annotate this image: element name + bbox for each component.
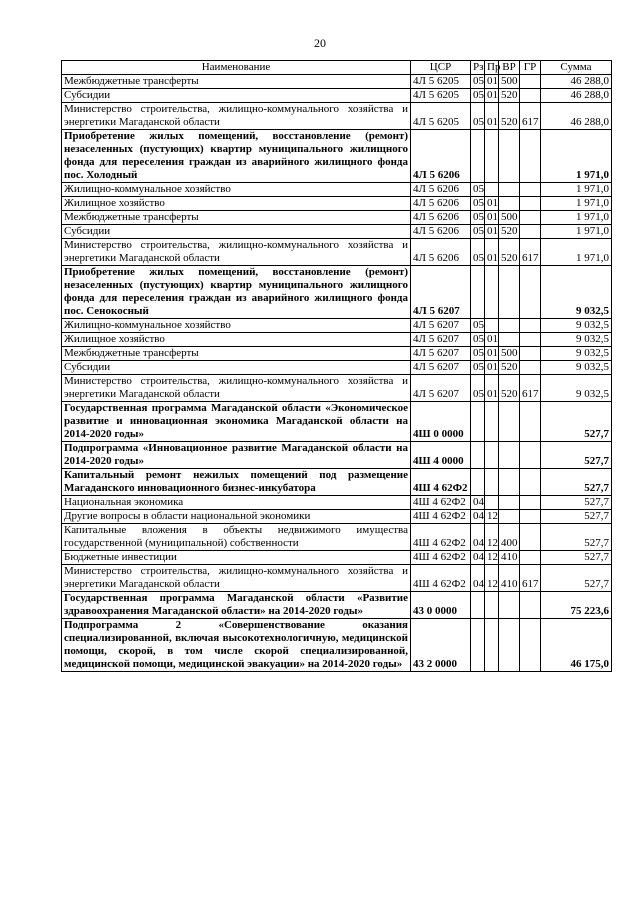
cell-pr: 01 — [485, 103, 499, 130]
cell-rz: 05 — [471, 239, 485, 266]
cell-sum: 9 032,5 — [541, 319, 612, 333]
cell-name: Субсидии — [62, 89, 411, 103]
cell-name: Министерство строительства, жилищно-коммунального хозяйства и энергетики Магаданской области — [62, 103, 411, 130]
table-row — [62, 211, 612, 225]
cell-csr: 4Ш 4 62Ф2 — [411, 551, 471, 565]
cell-gr — [520, 197, 541, 211]
column-header-gr: ГР — [520, 61, 541, 75]
cell-vr — [499, 183, 520, 197]
cell-rz: 04 — [471, 510, 485, 524]
column-header-csr: ЦСР — [411, 61, 471, 75]
cell-vr — [499, 266, 520, 319]
cell-gr: 617 — [520, 239, 541, 266]
cell-name: Субсидии — [62, 361, 411, 375]
cell-gr: 617 — [520, 375, 541, 402]
cell-csr: 4Л 5 6207 — [411, 319, 471, 333]
table-row — [62, 266, 612, 319]
cell-gr: 617 — [520, 565, 541, 592]
table-row — [62, 183, 612, 197]
cell-sum: 1 971,0 — [541, 239, 612, 266]
cell-csr: 4Л 5 6207 — [411, 375, 471, 402]
cell-pr: 01 — [485, 333, 499, 347]
cell-pr: 12 — [485, 524, 499, 551]
cell-pr — [485, 402, 499, 442]
cell-name: Национальная экономика — [62, 496, 411, 510]
cell-csr: 4Л 5 6207 — [411, 361, 471, 375]
cell-pr: 01 — [485, 239, 499, 266]
cell-csr: 4Л 5 6207 — [411, 266, 471, 319]
cell-vr — [499, 130, 520, 183]
cell-csr: 4Л 5 6205 — [411, 89, 471, 103]
table-row — [62, 197, 612, 211]
cell-sum: 1 971,0 — [541, 183, 612, 197]
cell-gr — [520, 319, 541, 333]
cell-name: Министерство строительства, жилищно-коммунального хозяйства и энергетики Магаданской области — [62, 239, 411, 266]
cell-name: Капитальный ремонт нежилых помещений под размещение Магаданского инновационного бизнес-инкубатора — [62, 469, 411, 496]
cell-vr — [499, 510, 520, 524]
cell-vr: 520 — [499, 361, 520, 375]
cell-pr — [485, 183, 499, 197]
cell-csr: 4Л 5 6206 — [411, 183, 471, 197]
cell-sum: 46 288,0 — [541, 75, 612, 89]
cell-csr: 4Л 5 6206 — [411, 225, 471, 239]
cell-csr: 4Л 5 6206 — [411, 239, 471, 266]
table-row — [62, 130, 612, 183]
cell-rz: 05 — [471, 319, 485, 333]
cell-vr: 500 — [499, 347, 520, 361]
cell-vr: 520 — [499, 89, 520, 103]
page-number: 20 — [314, 36, 326, 50]
cell-vr: 410 — [499, 551, 520, 565]
table-row — [62, 239, 612, 266]
cell-gr — [520, 347, 541, 361]
cell-csr: 4Л 5 6206 — [411, 211, 471, 225]
cell-sum: 46 175,0 — [541, 619, 612, 672]
cell-vr — [499, 496, 520, 510]
cell-csr: 4Ш 0 0000 — [411, 402, 471, 442]
cell-rz: 04 — [471, 496, 485, 510]
cell-sum: 9 032,5 — [541, 266, 612, 319]
table-row — [62, 551, 612, 565]
cell-rz — [471, 442, 485, 469]
cell-rz — [471, 592, 485, 619]
cell-gr — [520, 469, 541, 496]
cell-csr: 4Ш 4 62Ф2 — [411, 469, 471, 496]
cell-gr — [520, 130, 541, 183]
cell-pr: 01 — [485, 361, 499, 375]
cell-name: Бюджетные инвестиции — [62, 551, 411, 565]
cell-sum: 75 223,6 — [541, 592, 612, 619]
table-body — [62, 75, 612, 672]
cell-name: Субсидии — [62, 225, 411, 239]
cell-gr — [520, 75, 541, 89]
cell-vr: 410 — [499, 565, 520, 592]
cell-rz — [471, 469, 485, 496]
cell-vr — [499, 469, 520, 496]
cell-sum: 1 971,0 — [541, 225, 612, 239]
cell-rz: 05 — [471, 361, 485, 375]
cell-gr — [520, 333, 541, 347]
cell-rz: 05 — [471, 183, 485, 197]
cell-sum: 527,7 — [541, 402, 612, 442]
cell-pr: 12 — [485, 551, 499, 565]
cell-rz: 05 — [471, 103, 485, 130]
table-header-row — [62, 61, 612, 75]
cell-csr: 4Ш 4 0000 — [411, 442, 471, 469]
cell-sum: 9 032,5 — [541, 347, 612, 361]
cell-rz: 05 — [471, 225, 485, 239]
cell-gr — [520, 266, 541, 319]
cell-rz: 05 — [471, 347, 485, 361]
cell-vr: 500 — [499, 75, 520, 89]
cell-vr — [499, 592, 520, 619]
column-header-pr: Пр — [485, 61, 499, 75]
cell-gr — [520, 551, 541, 565]
cell-pr: 01 — [485, 197, 499, 211]
cell-sum: 527,7 — [541, 510, 612, 524]
cell-gr — [520, 361, 541, 375]
cell-gr — [520, 89, 541, 103]
cell-name: Подпрограмма «Инновационное развитие Магаданской области на 2014-2020 годы» — [62, 442, 411, 469]
cell-rz — [471, 619, 485, 672]
cell-name: Приобретение жилых помещений, восстановление (ремонт) незаселенных (пустующих) квартир муниципального жилищного фонда для переселения граждан из аварийного жилищного фонда пос. Холодный — [62, 130, 411, 183]
cell-name: Межбюджетные трансферты — [62, 211, 411, 225]
cell-sum: 46 288,0 — [541, 89, 612, 103]
column-header-sum: Сумма — [541, 61, 612, 75]
cell-rz: 05 — [471, 211, 485, 225]
cell-name: Министерство строительства, жилищно-коммунального хозяйства и энергетики Магаданской области — [62, 375, 411, 402]
cell-csr: 4Л 5 6207 — [411, 347, 471, 361]
cell-vr — [499, 442, 520, 469]
cell-rz: 04 — [471, 565, 485, 592]
cell-gr — [520, 225, 541, 239]
cell-gr — [520, 496, 541, 510]
cell-pr: 12 — [485, 510, 499, 524]
cell-pr — [485, 442, 499, 469]
cell-rz: 05 — [471, 333, 485, 347]
cell-name: Капитальные вложения в объекты недвижимого имущества государственной (муниципальной) собственности — [62, 524, 411, 551]
cell-sum: 46 288,0 — [541, 103, 612, 130]
cell-pr — [485, 266, 499, 319]
cell-sum: 9 032,5 — [541, 361, 612, 375]
table-row — [62, 402, 612, 442]
cell-name: Жилищное хозяйство — [62, 197, 411, 211]
cell-pr — [485, 496, 499, 510]
cell-csr: 4Л 5 6206 — [411, 197, 471, 211]
cell-name: Жилищное хозяйство — [62, 333, 411, 347]
cell-sum: 9 032,5 — [541, 333, 612, 347]
cell-csr: 4Л 5 6205 — [411, 75, 471, 89]
cell-name: Государственная программа Магаданской области «Развитие здравоохранения Магаданской области» на 2014-2020 годы» — [62, 592, 411, 619]
cell-csr: 43 0 0000 — [411, 592, 471, 619]
table-row — [62, 442, 612, 469]
cell-pr: 12 — [485, 565, 499, 592]
cell-sum: 9 032,5 — [541, 375, 612, 402]
cell-csr: 4Ш 4 62Ф2 — [411, 524, 471, 551]
cell-name: Приобретение жилых помещений, восстановление (ремонт) незаселенных (пустующих) квартир муниципального жилищного фонда для переселения граждан из аварийного жилищного фонда пос. Сенокосный — [62, 266, 411, 319]
column-header-rz: Рз — [471, 61, 485, 75]
cell-vr — [499, 402, 520, 442]
cell-rz: 05 — [471, 375, 485, 402]
cell-pr: 01 — [485, 347, 499, 361]
cell-pr: 01 — [485, 89, 499, 103]
cell-csr: 4Л 5 6206 — [411, 130, 471, 183]
cell-csr: 4Л 5 6207 — [411, 333, 471, 347]
cell-vr — [499, 619, 520, 672]
cell-pr: 01 — [485, 75, 499, 89]
table-row — [62, 333, 612, 347]
cell-csr: 4Ш 4 62Ф2 — [411, 496, 471, 510]
table-row — [62, 361, 612, 375]
table-row — [62, 89, 612, 103]
column-header-vr: ВР — [499, 61, 520, 75]
cell-sum: 527,7 — [541, 524, 612, 551]
cell-pr — [485, 469, 499, 496]
cell-csr: 4Ш 4 62Ф2 — [411, 510, 471, 524]
cell-gr — [520, 211, 541, 225]
cell-name: Жилищно-коммунальное хозяйство — [62, 183, 411, 197]
table-row — [62, 103, 612, 130]
budget-table — [61, 60, 612, 672]
table-row — [62, 375, 612, 402]
table-row — [62, 319, 612, 333]
cell-csr: 4Л 5 6205 — [411, 103, 471, 130]
cell-pr: 01 — [485, 375, 499, 402]
table-row — [62, 510, 612, 524]
column-header-name: Наименование — [62, 61, 411, 75]
cell-csr: 4Ш 4 62Ф2 — [411, 565, 471, 592]
table-row — [62, 565, 612, 592]
table-row — [62, 469, 612, 496]
cell-vr: 520 — [499, 225, 520, 239]
table-row — [62, 347, 612, 361]
cell-rz: 05 — [471, 197, 485, 211]
cell-sum: 527,7 — [541, 496, 612, 510]
cell-pr — [485, 592, 499, 619]
cell-gr — [520, 442, 541, 469]
cell-pr: 01 — [485, 211, 499, 225]
cell-pr — [485, 130, 499, 183]
cell-vr: 520 — [499, 375, 520, 402]
cell-vr: 520 — [499, 103, 520, 130]
cell-rz — [471, 402, 485, 442]
cell-pr — [485, 619, 499, 672]
cell-sum: 527,7 — [541, 469, 612, 496]
cell-sum: 527,7 — [541, 565, 612, 592]
cell-gr — [520, 619, 541, 672]
cell-csr: 43 2 0000 — [411, 619, 471, 672]
cell-name: Жилищно-коммунальное хозяйство — [62, 319, 411, 333]
cell-vr: 520 — [499, 239, 520, 266]
cell-gr — [520, 510, 541, 524]
cell-name: Государственная программа Магаданской области «Экономическое развитие и инновационная экономика Магаданской области на 2014-2020 годы» — [62, 402, 411, 442]
cell-vr — [499, 319, 520, 333]
cell-sum: 1 971,0 — [541, 211, 612, 225]
cell-sum: 1 971,0 — [541, 197, 612, 211]
cell-gr — [520, 402, 541, 442]
cell-rz — [471, 130, 485, 183]
cell-name: Межбюджетные трансферты — [62, 347, 411, 361]
cell-pr: 01 — [485, 225, 499, 239]
cell-vr: 500 — [499, 211, 520, 225]
cell-vr: 400 — [499, 524, 520, 551]
cell-rz: 04 — [471, 524, 485, 551]
table-row — [62, 524, 612, 551]
cell-rz: 04 — [471, 551, 485, 565]
cell-rz: 05 — [471, 75, 485, 89]
table-row — [62, 496, 612, 510]
cell-gr — [520, 183, 541, 197]
table-row — [62, 592, 612, 619]
cell-vr — [499, 197, 520, 211]
cell-vr — [499, 333, 520, 347]
cell-rz — [471, 266, 485, 319]
cell-gr — [520, 524, 541, 551]
cell-name: Другие вопросы в области национальной экономики — [62, 510, 411, 524]
cell-name: Подпрограмма 2 «Совершенствование оказания специализированной, включая высокотехнологичную, медицинской помощи, скорой, в том числе скорой специализированной, медицинской помощи, медицинской эвакуации» на 2014-2020 годы» — [62, 619, 411, 672]
cell-pr — [485, 319, 499, 333]
cell-sum: 527,7 — [541, 551, 612, 565]
table-row — [62, 225, 612, 239]
table-row — [62, 75, 612, 89]
cell-sum: 1 971,0 — [541, 130, 612, 183]
cell-rz: 05 — [471, 89, 485, 103]
cell-sum: 527,7 — [541, 442, 612, 469]
cell-gr: 617 — [520, 103, 541, 130]
cell-gr — [520, 592, 541, 619]
cell-name: Министерство строительства, жилищно-коммунального хозяйства и энергетики Магаданской области — [62, 565, 411, 592]
table-row — [62, 619, 612, 672]
cell-name: Межбюджетные трансферты — [62, 75, 411, 89]
